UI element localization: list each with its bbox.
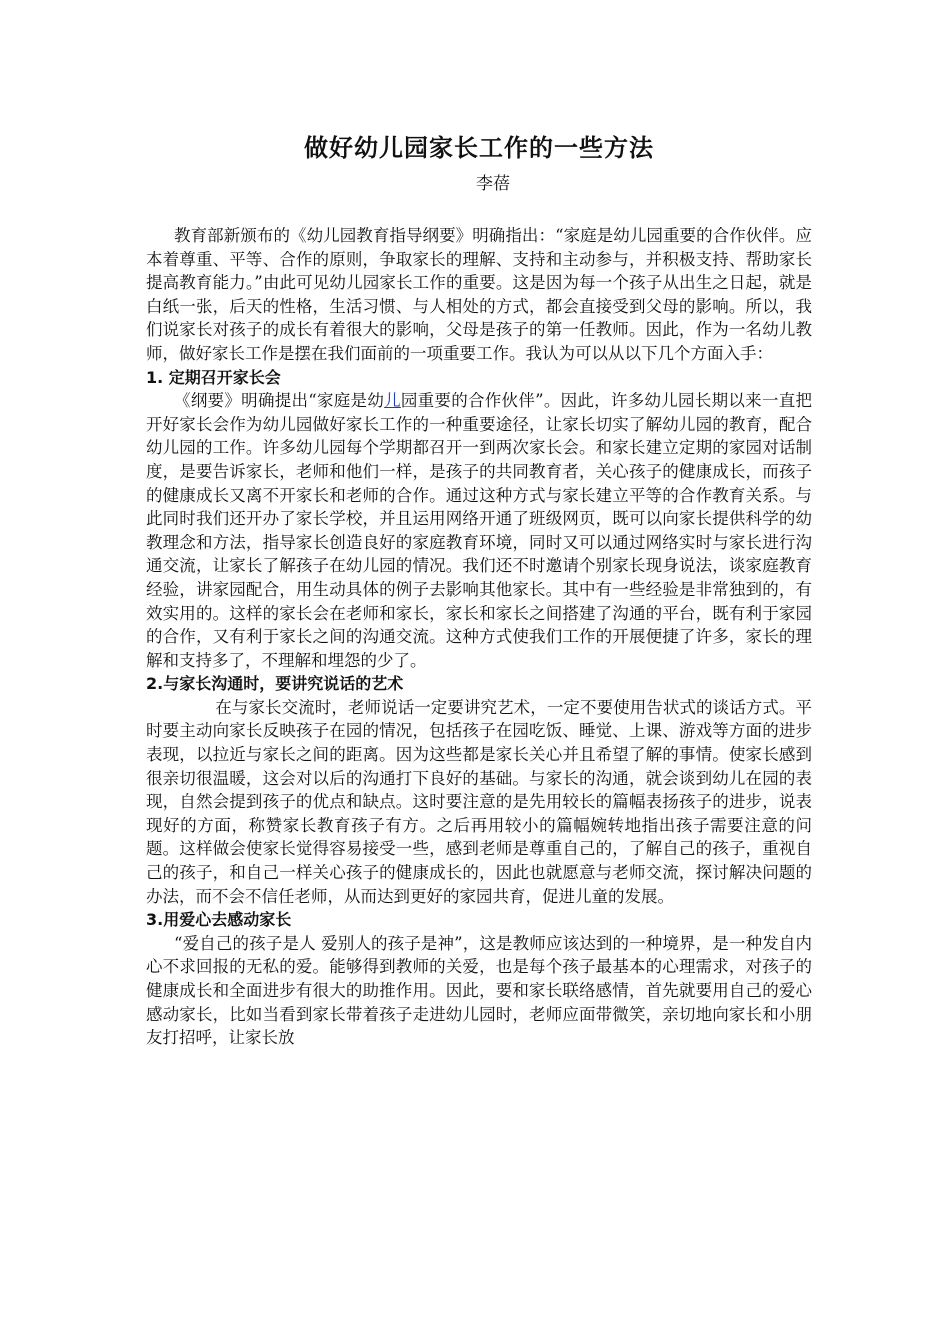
intro-paragraph: 教育部新颁布的《幼儿园教育指导纲要》明确指出：“家庭是幼儿园重要的合作伙伴。应本着尊重、平等、合作的原则，争取家长的理解、支持和主动参与，并积极支持、帮助家长提高教育能力。”由此可见幼儿园家长工作的重要。这是因为每一个孩子从出生之日起，就是白纸一张，后天的性格，生活习惯、与人相处的方式，都会直接受到父母的影响。所以，我们说家长对孩子的成长有着很大的影响，父母是孩子的第一任教师。因此，作为一名幼儿教师，做好家长工作是摆在我们面前的一项重要工作。我认为可以从以下几个方面入手：	[146, 226, 812, 363]
document-author: 李蓓	[476, 174, 510, 194]
section-body-2: 在与家长交流时，老师说话一定要讲究艺术，一定不要使用告状式的谈话方式。平时要主动向家长反映孩子在园的情况，包括孩子在园吃饭、睡觉、上课、游戏等方面的进步表现，以拉近与家长之间的距离。因为这些都是家长关心并且希望了解的事情。使家长感到很亲切很温暖，这会对以后的沟通打下良好的基础。与家长的沟通，就会谈到幼儿在园的表现，自然会提到孩子的优点和缺点。这时要注意的是先用较长的篇幅表扬孩子的进步，说表现好的方面，称赞家长教育孩子有方。之后再用较小的篇幅婉转地指出孩子需要注意的问题。这样做会使家长觉得容易接受一些，感到老师是尊重自己的，了解自己的孩子，重视自己的孩子，和自己一样关心孩子的健康成长的，因此也就愿意与老师交流，探讨解决问题的办法，而不会不信任老师，从而达到更好的家园共育，促进儿童的发展。	[146, 697, 812, 906]
section-heading-3: 3.用爱心去感动家长	[146, 910, 292, 930]
section-body-1	[146, 389, 812, 672]
section-heading-1: 1. 定期召开家长会	[146, 367, 281, 387]
section-body-1-part-a: 《纲要》明确提出“家庭是幼	[174, 391, 385, 411]
hyperlink-text[interactable]: 儿	[384, 391, 401, 411]
section-heading-2: 2.与家长沟通时，要讲究说话的艺术	[146, 674, 404, 694]
document-page	[146, 130, 812, 1050]
section-body-1-part-b: 园重要的合作伙伴”。因此，许多幼儿园长期以来一直把开好家长会作为幼儿园做好家长工作的一种重要途径，让家长切实了解幼儿园的教育，配合幼儿园的工作。许多幼儿园每个学期都召开一到两次家长会。和家长建立定期的家园对话制度，是要告诉家长，老师和他们一样，是孩子的共同教育者，关心孩子的健康成长，而孩子的健康成长又离不开家长和老师的合作。通过这种方式与家长建立平等的合作教育关系。与此同时我们还开办了家长学校，并且运用网络开通了班级网页，既可以向家长提供科学的幼教理念和方法，指导家长创造良好的家庭教育环境，同时又可以通过网络实时与家长进行沟通交流，让家长了解孩子在幼儿园的情况。我们还不时邀请个别家长现身说法，谈家庭教育经验，讲家园配合，用生动具体的例子去影响其他家长。其中有一些经验是非常独到的，有效实用的。这样的家长会在老师和家长，家长和家长之间搭建了沟通的平台，既有利于家园的合作，又有利于家长之间的沟通交流。这种方式使我们工作的开展便捷了许多，家长的理解和支持多了，不理解和埋怨的少了。	[146, 391, 813, 670]
document-title: 做好幼儿园家长工作的一些方法	[304, 134, 654, 162]
section-body-3: “爱自己的孩子是人 爱别人的孩子是神”，这是教师应该达到的一种境界，是一种发自内心不求回报的无私的爱。能够得到教师的关爱，也是每个孩子最基本的心理需求，对孩子的健康成长和全面进步有很大的助推作用。因此，要和家长联络感情，首先就要用自己的爱心感动家长，比如当看到家长带着孩子走进幼儿园时，老师应面带微笑，亲切地向家长和小朋友打招呼，让家长放	[146, 933, 812, 1048]
